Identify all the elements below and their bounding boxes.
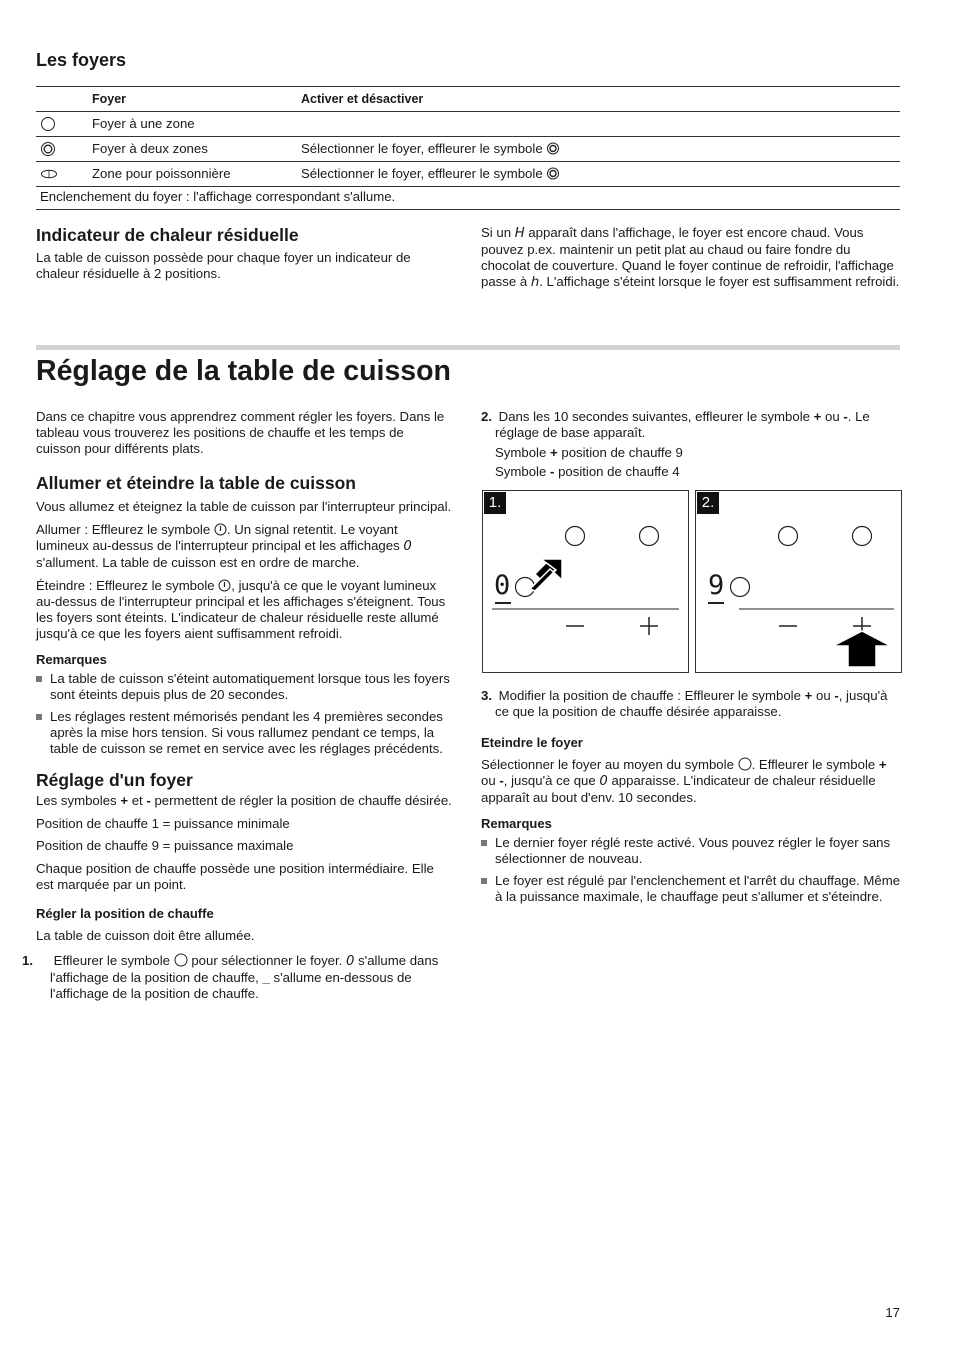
left-column bbox=[22, 409, 452, 1002]
panel-2-illustration bbox=[695, 490, 902, 673]
action-cell bbox=[301, 166, 560, 182]
text-fragment: s'allument. La table de cuisson est en ordre de marche. bbox=[36, 555, 360, 570]
foyer-cell: Zone pour poissonnière bbox=[92, 166, 231, 181]
text-fragment: s'allume dans l'affichage de la position de chauffe, bbox=[50, 953, 439, 985]
text-fragment: Effleurer le symbole bbox=[53, 953, 170, 968]
remark-text: La table de cuisson s'éteint automatiquement lorsque tous les foyers sont éteints depuis plus de 20 secondes. bbox=[50, 671, 450, 702]
remarks-title: Remarques bbox=[481, 816, 552, 831]
bullet-icon bbox=[481, 878, 487, 884]
reglage-p5: La table de cuisson doit être allumée. bbox=[36, 928, 255, 943]
residual-left-text: La table de cuisson possède pour chaque foyer un indicateur de chaleur résiduelle à 2 positions. bbox=[36, 250, 411, 281]
minus-symbol: - bbox=[549, 464, 555, 479]
text-fragment: . L'affichage s'éteint lorsque le foyer est suffisamment refroidi. bbox=[539, 274, 900, 289]
text-fragment: Éteindre : Effleurez le symbole bbox=[36, 578, 215, 593]
step-number: 2. bbox=[481, 409, 492, 424]
table-row bbox=[36, 137, 900, 162]
single-ring-icon bbox=[40, 116, 56, 132]
text-fragment: Modifier la position de chauffe : Effleurer le symbole bbox=[498, 688, 801, 703]
plus-symbol: + bbox=[813, 409, 822, 424]
list-item bbox=[481, 873, 901, 905]
text-fragment: Symbole bbox=[495, 445, 547, 460]
header-action: Activer et désactiver bbox=[301, 92, 424, 106]
panel-number: 1. bbox=[484, 492, 506, 514]
allumer-p1: Vous allumez et éteignez la table de cuisson par l'interrupteur principal. bbox=[36, 499, 452, 514]
remark-text: Le foyer est régulé par l'enclenchement et l'arrêt du chauffage. Même à la puissance maximale, le chauffage peut s'allumer et s'éteindre. bbox=[495, 873, 901, 904]
heat-display: 9 bbox=[708, 570, 725, 601]
power-icon bbox=[218, 579, 231, 592]
bullet-icon bbox=[36, 676, 42, 682]
table-footer: Enclenchement du foyer : l'affichage correspondant s'allume. bbox=[40, 189, 396, 204]
bullet-icon bbox=[36, 714, 42, 720]
arrow-up-icon bbox=[833, 631, 891, 667]
text-fragment: position de chauffe 9 bbox=[561, 445, 683, 460]
double-zone-symbol-icon bbox=[546, 142, 560, 155]
text-fragment: Les symboles bbox=[36, 793, 117, 808]
text-fragment: permettent de régler la position de chauffe désirée. bbox=[154, 793, 452, 808]
text-fragment: ou bbox=[815, 688, 831, 703]
foyer-cell: Foyer à deux zones bbox=[92, 141, 208, 156]
text-fragment: . Un signal retentit. Le voyant lumineux au-dessus de l'interrupteur principal et les affichages bbox=[36, 522, 400, 553]
step-2 bbox=[481, 409, 901, 441]
text-fragment: Dans les 10 secondes suivantes, effleurer le symbole bbox=[498, 409, 810, 424]
zone-select-icon bbox=[738, 757, 752, 771]
eteindre-text bbox=[481, 757, 901, 806]
text-fragment: ou bbox=[825, 409, 840, 424]
table-header-row bbox=[36, 87, 900, 112]
allumer-p3 bbox=[36, 578, 452, 642]
right-column-bottom bbox=[481, 688, 901, 911]
panel-1-illustration bbox=[482, 490, 689, 673]
action-text: Sélectionner le foyer, effleurer le symbole bbox=[301, 166, 543, 181]
remarks-title: Remarques bbox=[36, 652, 107, 667]
minus-symbol: - bbox=[834, 688, 839, 703]
reglage-title: Réglage d'un foyer bbox=[36, 770, 193, 790]
bullet-icon bbox=[481, 840, 487, 846]
text-fragment: Symbole bbox=[495, 464, 547, 479]
plus-symbol: + bbox=[549, 445, 558, 460]
reglage-p1 bbox=[36, 793, 452, 809]
step-1 bbox=[22, 953, 452, 1002]
text-fragment: Si un bbox=[481, 225, 512, 240]
double-zone-symbol-icon bbox=[546, 167, 560, 180]
list-item bbox=[36, 671, 452, 703]
zone-ring-icon bbox=[853, 527, 872, 546]
text-fragment: position de chauffe 4 bbox=[558, 464, 680, 479]
residual-title: Indicateur de chaleur résiduelle bbox=[36, 225, 299, 245]
foyers-title: Les foyers bbox=[36, 50, 127, 70]
table-row bbox=[36, 112, 900, 137]
display-0-glyph: 0 bbox=[599, 774, 608, 789]
list-item bbox=[36, 709, 452, 757]
allumer-p2 bbox=[36, 522, 452, 571]
text-fragment: Allumer : Effleurez le symbole bbox=[36, 522, 211, 537]
plus-symbol: + bbox=[878, 757, 887, 772]
text-fragment: . Effleurer le symbole bbox=[751, 757, 876, 772]
symbol-plus-line bbox=[481, 445, 901, 461]
text-fragment: , jusqu'à ce que bbox=[503, 773, 596, 788]
table-footer-row bbox=[36, 187, 900, 210]
page-number: 17 bbox=[885, 1305, 900, 1320]
double-ring-icon bbox=[40, 141, 56, 157]
residual-H-glyph: H bbox=[514, 226, 525, 241]
text-fragment: , jusqu'à ce que la position de chauffe désirée apparaisse. bbox=[495, 688, 888, 719]
residual-right-text bbox=[481, 225, 901, 291]
remarks-list bbox=[481, 835, 901, 905]
zone-ring-icon bbox=[640, 527, 659, 546]
text-fragment: Sélectionner le foyer au moyen du symbole bbox=[481, 757, 734, 772]
plus-symbol: + bbox=[120, 793, 129, 808]
minus-symbol: - bbox=[843, 409, 848, 424]
minus-symbol: - bbox=[146, 793, 151, 808]
heat-display: 0 bbox=[494, 570, 511, 601]
chapter-rule bbox=[36, 345, 900, 350]
panel-number: 2. bbox=[697, 492, 719, 514]
step-number: 1. bbox=[22, 953, 33, 968]
minus-symbol: - bbox=[499, 773, 504, 788]
remarks-list bbox=[36, 671, 452, 757]
text-fragment: apparaît dans l'affichage, le foyer est encore chaud. Vous pouvez p.ex. maintenir un petit plat au chaud ou faire fondre du chocolat de couverture. Quand le foyer continue de refroidir, l'affichage passe à bbox=[481, 225, 894, 289]
right-column-top bbox=[481, 409, 901, 480]
header-foyer: Foyer bbox=[92, 92, 127, 106]
regler-sub-title: Régler la position de chauffe bbox=[36, 906, 214, 921]
reglage-p2: Position de chauffe 1 = puissance minimale bbox=[36, 816, 290, 831]
action-cell bbox=[301, 141, 560, 157]
display-0-glyph: 0 bbox=[403, 539, 412, 554]
remark-text: Le dernier foyer réglé reste activé. Vous pouvez régler le foyer sans sélectionner de nouveau. bbox=[495, 835, 891, 866]
zone-ring-icon bbox=[779, 527, 798, 546]
table-row bbox=[36, 162, 900, 187]
reglage-p4: Chaque position de chauffe possède une position intermédiaire. Elle est marquée par un point. bbox=[36, 861, 434, 892]
zone-select-icon bbox=[174, 953, 188, 967]
text-fragment: et bbox=[131, 793, 143, 808]
chapter-intro: Dans ce chapitre vous apprendrez comment régler les foyers. Dans le tableau vous trouverez les positions de chauffe et les temps de cuisson pour différents plats. bbox=[36, 409, 445, 456]
power-icon bbox=[214, 523, 227, 536]
eteindre-title: Eteindre le foyer bbox=[481, 735, 583, 750]
symbol-minus-line bbox=[481, 464, 901, 480]
text-fragment: pour sélectionner le foyer. bbox=[191, 953, 343, 968]
list-item bbox=[481, 835, 901, 867]
text-fragment: , jusqu'à ce que le voyant lumineux au-dessus de l'interrupteur principal et les affichages s'éteignent. Tous les foyers sont éteints. L'indicateur de chaleur résiduelle reste allumé jusqu'à ce que les foyers aient suffisamment refroidi. bbox=[36, 578, 446, 641]
underscore-glyph: _ bbox=[262, 970, 270, 985]
text-fragment: ou bbox=[481, 773, 496, 788]
hob-controls-illustration bbox=[696, 491, 901, 672]
zone-ring-icon bbox=[566, 527, 585, 546]
step-3 bbox=[481, 688, 901, 720]
hob-controls-illustration bbox=[483, 491, 688, 672]
reglage-p3: Position de chauffe 9 = puissance maximale bbox=[36, 838, 294, 853]
remark-text: Les réglages restent mémorisés pendant les 4 premières secondes après la mise hors tension. Si vous rallumez pendant ce temps, la table de cuisson se remet en service avec les réglages précédents. bbox=[50, 709, 443, 756]
zone-ring-icon bbox=[731, 578, 750, 597]
text-fragment: . Le réglage de base apparaît. bbox=[495, 409, 870, 440]
allumer-title: Allumer et éteindre la table de cuisson bbox=[36, 473, 356, 493]
chapter-title: Réglage de la table de cuisson bbox=[36, 355, 451, 387]
plus-symbol: + bbox=[804, 688, 813, 703]
oval-zone-icon bbox=[40, 166, 58, 182]
text-fragment: apparaisse. L'indicateur de chaleur résiduelle apparaît au bout d'env. 10 secondes. bbox=[481, 773, 876, 805]
text-fragment: s'allume en-dessous de l'affichage de la position de chauffe. bbox=[50, 970, 412, 1001]
foyer-cell: Foyer à une zone bbox=[92, 116, 195, 131]
action-text: Sélectionner le foyer, effleurer le symbole bbox=[301, 141, 543, 156]
foyers-table bbox=[36, 86, 900, 210]
display-0-glyph: 0 bbox=[346, 954, 355, 969]
step-number: 3. bbox=[481, 688, 492, 703]
residual-h-glyph: h bbox=[530, 275, 540, 290]
